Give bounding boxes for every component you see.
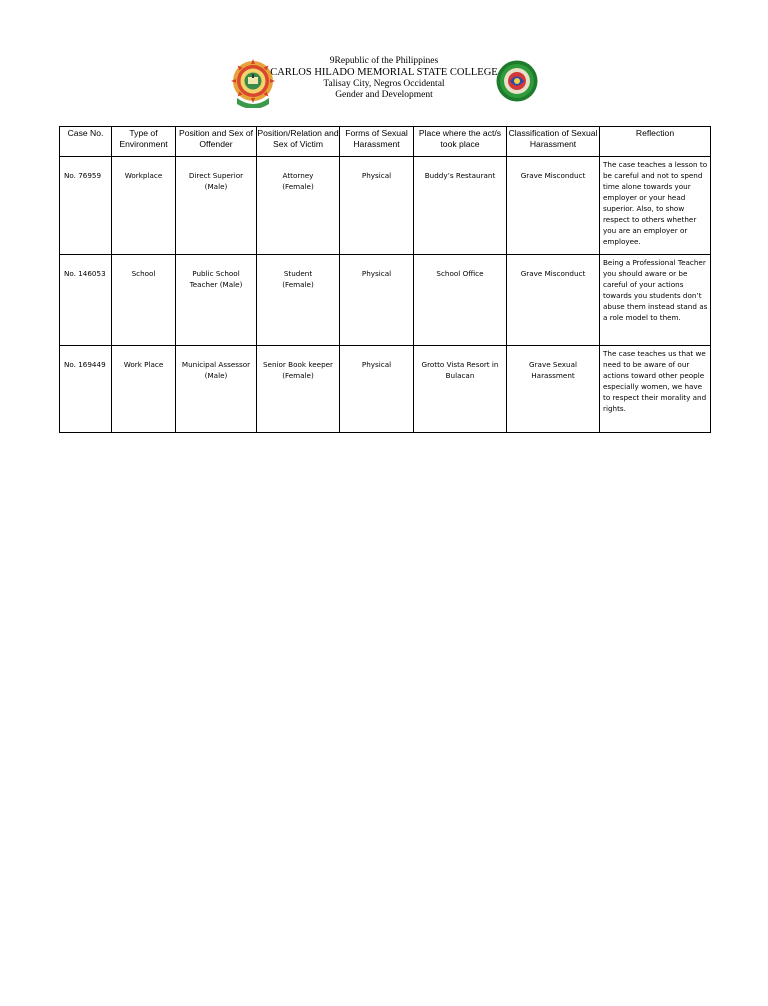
document-header	[0, 56, 768, 101]
classification-cell: Grave Sexual Harassment	[529, 360, 577, 380]
form-cell: Physical	[361, 269, 392, 278]
environment-cell: School	[131, 269, 156, 278]
cases-table	[59, 126, 711, 433]
place-cell: School Office	[436, 269, 484, 278]
header-form: Forms of Sexual Harassment	[340, 127, 414, 157]
case-no-cell: No. 146053	[64, 269, 106, 278]
header-line-office: Gender and Development	[335, 89, 433, 100]
case-no-cell: No. 76959	[64, 171, 102, 180]
reflection-cell: The case teaches a lesson to be careful and not to spend time alone towards your employer or your head superior. Also, to show respect to others whether you are an employer or employee.	[603, 160, 708, 246]
offender-cell: Direct Superior (Male)	[188, 171, 244, 191]
table-header-row	[60, 127, 711, 157]
environment-cell: Workplace	[124, 171, 163, 180]
header-victim: Position/Relation and Sex of Victim	[257, 127, 340, 157]
reflection-cell: Being a Professional Teacher you should aware or be careful of your actions towards you students don’t abuse them instead stand as a role model to them.	[603, 258, 708, 322]
place-cell: Grotto Vista Resort in Bulacan	[421, 360, 499, 380]
reflection-cell: The case teaches us that we need to be aware of our actions toward other people especially women, we have to respect their morality and rights.	[603, 349, 707, 413]
header-classification: Classification of Sexual Harassment	[507, 127, 600, 157]
victim-cell: Senior Book keeper (Female)	[262, 360, 334, 380]
header-offender: Position and Sex of Offender	[176, 127, 257, 157]
table-row	[60, 157, 711, 255]
form-cell: Physical	[361, 171, 392, 180]
form-cell: Physical	[361, 360, 392, 369]
environment-cell: Work Place	[123, 360, 164, 369]
header-line-college: CARLOS HILADO MEMORIAL STATE COLLEGE	[270, 67, 498, 79]
header-line-republic: 9Republic of the Philippines	[329, 56, 439, 66]
case-no-cell: No. 169449	[64, 360, 106, 369]
offender-cell: Municipal Assessor (Male)	[181, 360, 251, 380]
header-case-no: Case No.	[60, 127, 112, 157]
place-cell: Buddy’s Restaurant	[424, 171, 496, 180]
header-reflection: Reflection	[600, 127, 711, 157]
header-environment: Type of Environment	[112, 127, 176, 157]
header-place: Place where the act/s took place	[414, 127, 507, 157]
table-row	[60, 346, 711, 433]
classification-cell: Grave Misconduct	[520, 269, 586, 278]
victim-cell: Student (Female)	[282, 269, 314, 289]
classification-cell: Grave Misconduct	[520, 171, 586, 180]
table-row	[60, 255, 711, 346]
offender-cell: Public School Teacher (Male)	[189, 269, 243, 289]
header-line-location: Talisay City, Negros Occidental	[323, 78, 445, 89]
victim-cell: Attorney (Female)	[282, 171, 314, 191]
